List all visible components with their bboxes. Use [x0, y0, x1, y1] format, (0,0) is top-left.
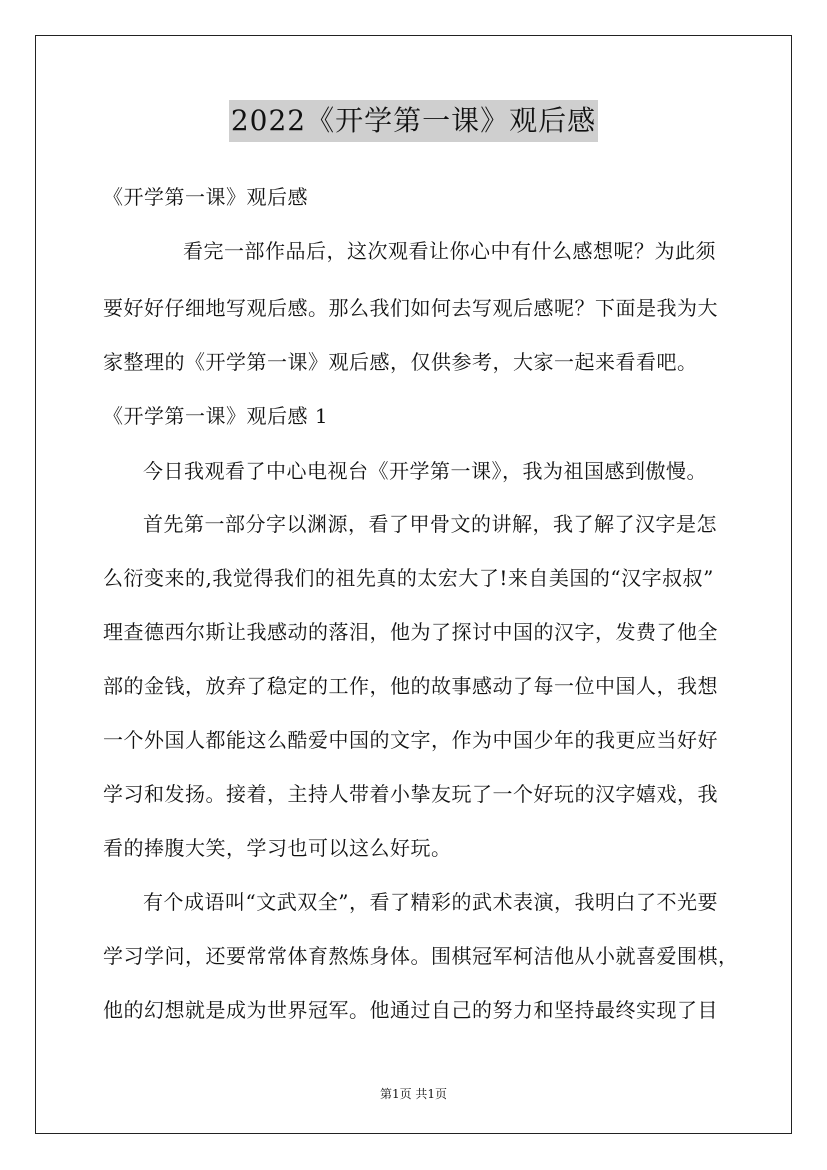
paragraph-2-line-7: 看的捧腹大笑，学习也可以这么好玩。: [103, 836, 452, 860]
paragraph-3-line-3: 他的幻想就是成为世界冠军。他通过自己的努力和坚持最终实现了目: [103, 998, 718, 1022]
document-title-text: 2022《开学第一课》观后感: [229, 100, 598, 142]
section-heading: 《开学第一课》观后感 1: [103, 404, 329, 428]
paragraph-1: 今日我观看了中心电视台《开学第一课》，我为祖国感到傲慢。: [143, 459, 707, 483]
paragraph-2-line-5: 一个外国人都能这么酷爱中国的文字，作为中国少年的我更应当好好: [103, 728, 718, 752]
paragraph-3-line-2: 学习学问，还要常常体育熬炼身体。围棋冠军柯洁他从小就喜爱围棋，: [103, 944, 739, 968]
paragraph-2-line-2: 么衍变来的,我觉得我们的祖先真的太宏大了!来自美国的“汉字叔叔”: [103, 566, 714, 590]
intro-line-1: 看完一部作品后，这次观看让你心中有什么感想呢？为此须: [183, 239, 716, 263]
paragraph-2-line-6: 学习和发扬。接着，主持人带着小挚友玩了一个好玩的汉字嬉戏，我: [103, 782, 718, 806]
intro-line-2: 要好好仔细地写观后感。那么我们如何去写观后感呢？下面是我为大: [103, 296, 718, 320]
paragraph-3-line-1: 有个成语叫“文武双全”，看了精彩的武术表演，我明白了不光要: [143, 890, 718, 914]
intro-line-3: 家整理的《开学第一课》观后感，仅供参考，大家一起来看看吧。: [103, 350, 698, 374]
paragraph-2-line-1: 首先第一部分字以渊源，看了甲骨文的讲解，我了解了汉字是怎: [143, 512, 717, 536]
document-title: [0, 100, 827, 142]
paragraph-2-line-4: 部的金钱，放弃了稳定的工作，他的故事感动了每一位中国人，我想: [103, 674, 718, 698]
page-footer: 第1页 共1页: [379, 1087, 448, 1101]
subtitle: 《开学第一课》观后感: [103, 185, 308, 209]
paragraph-2-line-3: 理查德西尔斯让我感动的落泪，他为了探讨中国的汉字，发费了他全: [103, 620, 718, 644]
